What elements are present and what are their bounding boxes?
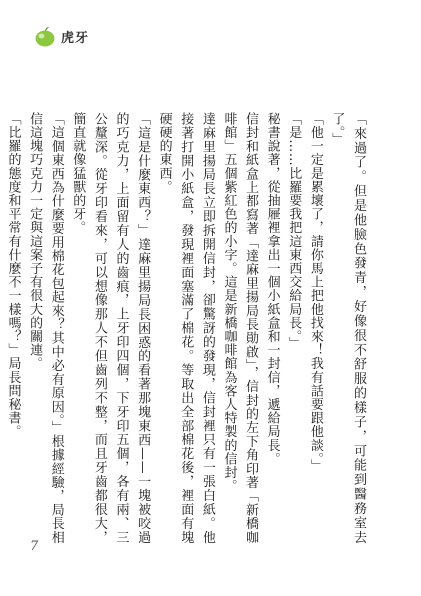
paragraph: 「比羅的態度和平常有什麼不一樣嗎？」局長問秘書。: [5, 112, 21, 439]
paragraph: 「他一定是累壞了，請你馬上把他找來！我有話要跟他談。」: [307, 112, 323, 473]
paragraph: 「這是什麼東西？」達麻里揚局長困惑的看著那塊東西——一塊被咬過的巧克力，上面留有人的齒痕，上牙印四個，下牙印五個，各有兩、三公釐深。從牙印看來，可以想像那人不但齒列不整，而且牙齒都很大，簡直就像猛獸的牙。: [70, 112, 151, 544]
paragraph: 「是……比羅要我把這東西交給局長。」: [286, 112, 302, 351]
page-header: [34, 26, 89, 47]
body-text: [2, 112, 369, 544]
paragraph: 秘書說著，從抽屜裡拿出一個小紙盒和一封信，遞給局長。: [264, 112, 280, 466]
chapter-title: 虎牙: [61, 31, 90, 46]
paragraph: 信封和紙盒上都寫著「達麻里揚局長勛啟」，信封的左下角印著「新橋咖啡館」五個紫紅色的小字。這是新橋咖啡館為客人特製的信封。: [221, 112, 259, 544]
apple-icon: [34, 26, 56, 47]
paragraph: 「來過了。但是他臉色發青，好像很不舒服的樣子，可能到醫務室去了。」: [329, 112, 366, 544]
paragraph: 「這個東西為什麼要用棉花包起來？其中必有原因。」根據經驗，局長相信這塊巧克力一定與這案子有很大的關連。: [27, 112, 64, 544]
page-number: 7: [30, 539, 39, 554]
paragraph: 達麻里揚局長立即拆開信封，卻驚訝的發現，信封裡只有一張白紙。他接著打開小紙盒，發現裡面塞滿了棉花。等取出全部棉花後，裡面有塊硬硬的東西。: [156, 112, 215, 544]
